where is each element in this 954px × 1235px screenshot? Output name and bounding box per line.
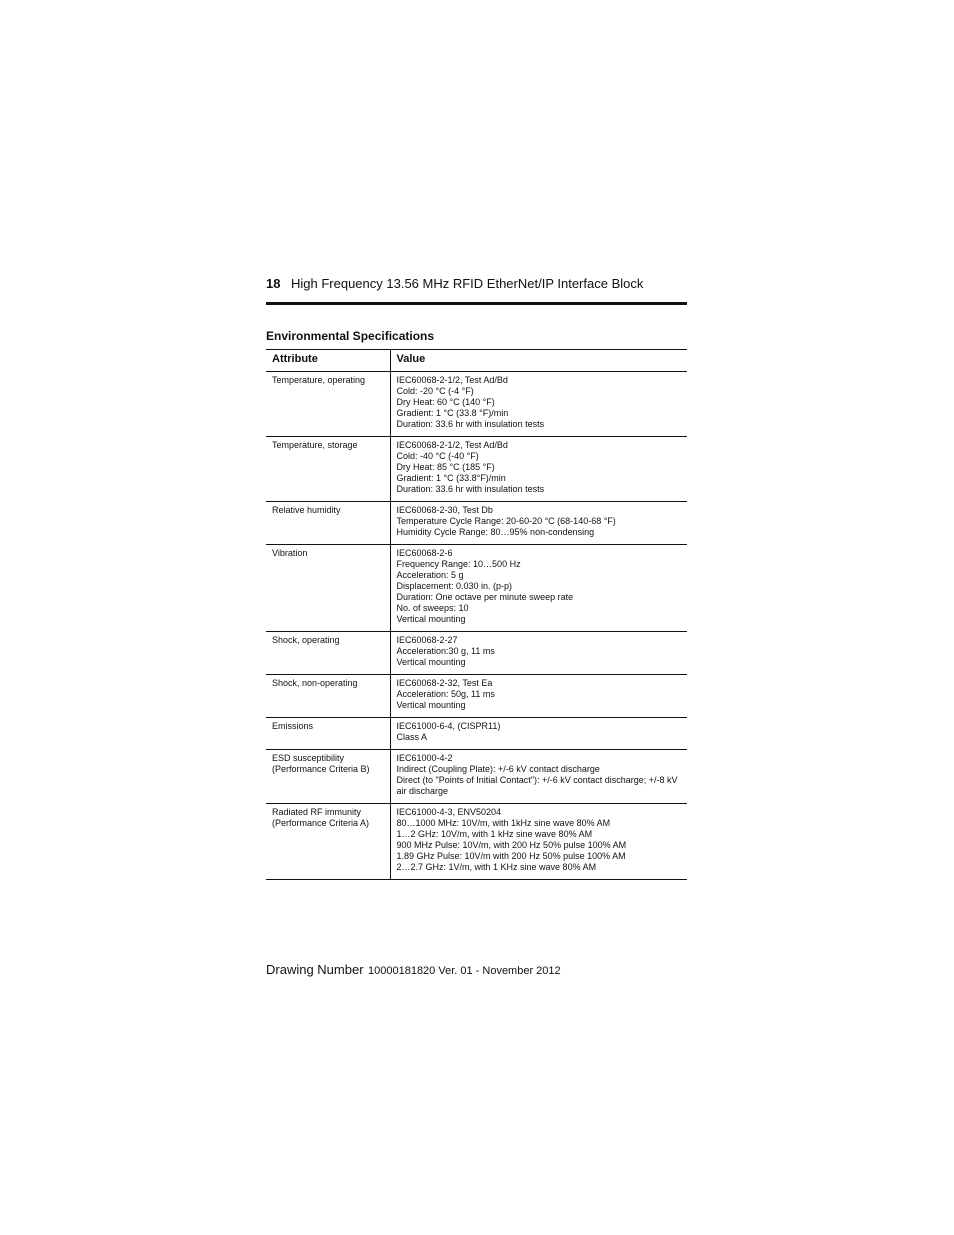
value-line: IEC61000-4-3, ENV50204 [396, 807, 502, 817]
value-line: Duration: 33.6 hr with insulation tests [396, 484, 545, 494]
value-line: Cold: -40 °C (-40 °F) [396, 451, 479, 461]
table-row [266, 372, 687, 437]
value-line: Gradient: 1 °C (33.8 °F)/min [396, 408, 509, 418]
attribute-text: Emissions [272, 721, 314, 731]
value-line: Frequency Range: 10…500 Hz [396, 559, 521, 569]
value-line: Vertical mounting [396, 614, 466, 624]
footer [266, 962, 561, 979]
attribute-cell [266, 750, 390, 804]
attribute-text: Relative humidity [272, 505, 341, 515]
value-line: Duration: One octave per minute sweep rate [396, 592, 574, 602]
value-cell [390, 502, 687, 545]
value-line: IEC60068-2-32, Test Ea [396, 678, 493, 688]
attribute-cell [266, 632, 390, 675]
attribute-text: ESD susceptibility [272, 753, 345, 763]
value-line: Dry Heat: 60 °C (140 °F) [396, 397, 495, 407]
value-line: Acceleration: 5 g [396, 570, 464, 580]
value-line: No. of sweeps: 10 [396, 603, 469, 613]
attribute-text: (Performance Criteria B) [272, 764, 370, 774]
attribute-cell [266, 718, 390, 750]
table-row [266, 545, 687, 632]
value-line: IEC60068-2-30, Test Db [396, 505, 493, 515]
attribute-text: Shock, operating [272, 635, 340, 645]
value-line: 1…2 GHz: 10V/m, with 1 kHz sine wave 80% AM [396, 829, 593, 839]
value-line: Vertical mounting [396, 700, 466, 710]
value-cell [390, 804, 687, 880]
value-cell [390, 437, 687, 502]
drawing-number: 10000181820 Ver. 01 - November 2012 [368, 965, 561, 977]
page-number: 18 [266, 276, 281, 291]
value-line: Direct (to "Points of Initial Contact"): +/-6 kV contact discharge; +/-8 kV air discharge [396, 775, 678, 796]
value-line: Duration: 33.6 hr with insulation tests [396, 419, 545, 429]
value-cell [390, 372, 687, 437]
value-line: Class A [396, 732, 428, 742]
value-line: Indirect (Coupling Plate): +/-6 kV contact discharge [396, 764, 600, 774]
attribute-text: Shock, non-operating [272, 678, 358, 688]
value-line: Humidity Cycle Range: 80…95% non-condensing [396, 527, 595, 537]
value-line: IEC61000-4-2 [396, 753, 453, 763]
value-line: Dry Heat: 85 °C (185 °F) [396, 462, 495, 472]
table-header-row [266, 350, 687, 372]
value-line: Displacement: 0.030 in. (p-p) [396, 581, 513, 591]
attribute-cell [266, 502, 390, 545]
attribute-text: (Performance Criteria A) [272, 818, 370, 828]
value-line: IEC60068-2-1/2, Test Ad/Bd [396, 440, 508, 450]
table-row [266, 675, 687, 718]
value-line: Vertical mounting [396, 657, 466, 667]
attribute-cell [266, 675, 390, 718]
value-line: Temperature Cycle Range: 20-60-20 °C (68-140-68 °F) [396, 516, 616, 526]
value-line: Cold: -20 °C (-4 °F) [396, 386, 474, 396]
attribute-cell [266, 372, 390, 437]
attribute-cell [266, 804, 390, 880]
table-row [266, 632, 687, 675]
column-header-attribute: Attribute [266, 350, 390, 372]
footer-label: Drawing Number [266, 962, 364, 977]
table-row [266, 502, 687, 545]
table-row [266, 718, 687, 750]
value-line: Gradient: 1 °C (33.8°F)/min [396, 473, 506, 483]
value-line: IEC60068-2-27 [396, 635, 458, 645]
value-cell [390, 545, 687, 632]
attribute-text: Radiated RF immunity [272, 807, 362, 817]
page-header-title: High Frequency 13.56 MHz RFID EtherNet/IP Interface Block [291, 276, 644, 291]
attribute-text: Temperature, operating [272, 375, 366, 385]
table-row [266, 437, 687, 502]
section-title: Environmental Specifications [266, 329, 435, 343]
value-line: IEC60068-2-6 [396, 548, 453, 558]
value-line: 900 MHz Pulse: 10V/m, with 200 Hz 50% pulse 100% AM [396, 840, 627, 850]
attribute-text: Temperature, storage [272, 440, 358, 450]
value-line: IEC61000-6-4, (CISPR11) [396, 721, 501, 731]
attribute-text: Vibration [272, 548, 308, 558]
environmental-specifications-table [266, 349, 687, 880]
value-line: Acceleration: 50g, 11 ms [396, 689, 495, 699]
table-row [266, 804, 687, 880]
value-line: 2…2.7 GHz: 1V/m, with 1 KHz sine wave 80% AM [396, 862, 597, 872]
table-body [266, 372, 687, 880]
page-header [266, 276, 687, 305]
attribute-cell [266, 437, 390, 502]
attribute-cell [266, 545, 390, 632]
table-row [266, 750, 687, 804]
value-cell [390, 675, 687, 718]
value-cell [390, 750, 687, 804]
value-line: IEC60068-2-1/2, Test Ad/Bd [396, 375, 508, 385]
value-line: Acceleration:30 g, 11 ms [396, 646, 495, 656]
value-cell [390, 718, 687, 750]
value-line: 80…1000 MHz: 10V/m, with 1kHz sine wave 80% AM [396, 818, 611, 828]
column-header-value: Value [390, 350, 687, 372]
value-line: 1.89 GHz Pulse: 10V/m with 200 Hz 50% pulse 100% AM [396, 851, 626, 861]
value-cell [390, 632, 687, 675]
